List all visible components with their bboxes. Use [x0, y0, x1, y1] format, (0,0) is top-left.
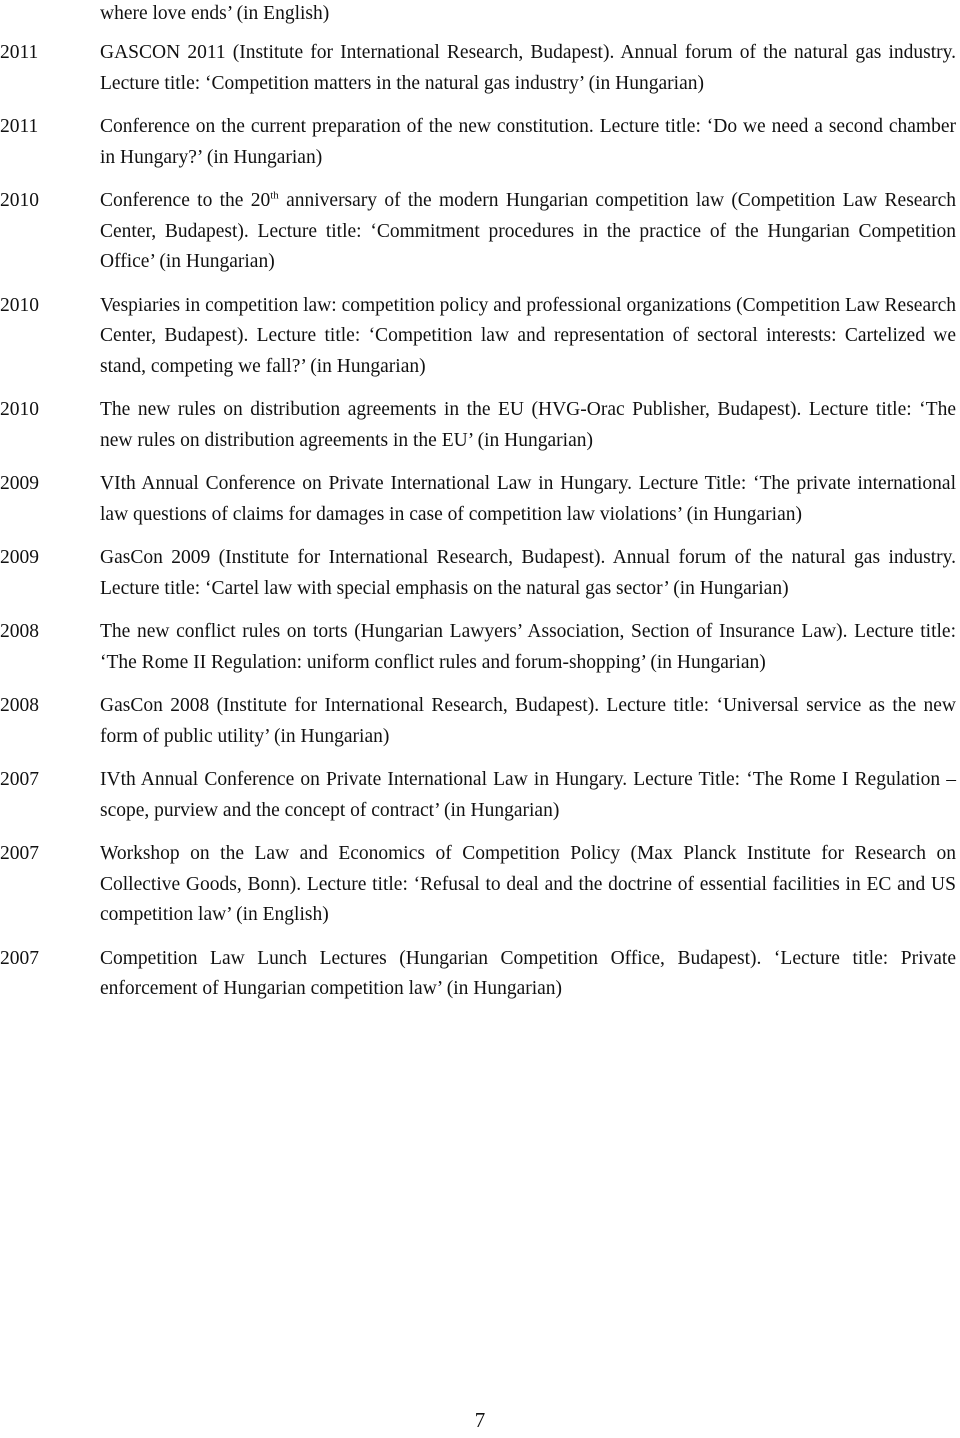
- lecture-entry: [0, 765, 960, 826]
- lecture-entry: [0, 617, 960, 678]
- entry-year: 2007: [0, 769, 39, 790]
- entry-text: Workshop on the Law and Economics of Competition Policy (Max Planck Institute for Research on Collective Goods, Bonn). Lecture title: ‘Refusal to deal and the doctrine of essential facilities in EC and US competition law’ (in English): [100, 843, 956, 925]
- entry-text: Conference on the current preparation of the new constitution. Lecture title: ‘Do we need a second chamber in Hungary?’ (in Hungarian): [100, 116, 956, 168]
- entry-text: The new rules on distribution agreements in the EU (HVG-Orac Publisher, Budapest). Lecture title: ‘The new rules on distribution agreements in the EU’ (in Hungarian): [100, 399, 956, 451]
- entry-text: IVth Annual Conference on Private International Law in Hungary. Lecture Title: ‘The Rome I Regulation – scope, purview and the concept of contract’ (in Hungarian): [100, 769, 956, 821]
- entry-year: 2010: [0, 294, 39, 316]
- entry-text: GASCON 2011 (Institute for International Research, Budapest). Annual forum of the natural gas industry. Lecture title: ‘Competition matters in the natural gas industry’ (in Hungarian): [100, 42, 956, 94]
- continuation-text: where love ends’ (in English): [100, 3, 330, 24]
- entry-text: GasCon 2009 (Institute for International Research, Budapest). Annual forum of the natural gas industry. Lecture title: ‘Cartel law with special emphasis on the natural gas sector’ (in Hungarian): [100, 547, 956, 599]
- lecture-entry: [0, 112, 960, 173]
- lecture-entry: [0, 395, 960, 456]
- entry-year: 2008: [0, 621, 39, 642]
- entry-text: GasCon 2008 (Institute for International Research, Budapest). Lecture title: ‘Universal service as the new form of public utility’ (in Hungarian): [100, 695, 956, 747]
- entry-text: The new conflict rules on torts (Hungarian Lawyers’ Association, Section of Insurance Law). Lecture title: ‘The Rome II Regulation: uniform conflict rules and forum-shopping’ (in Hungarian): [100, 621, 956, 673]
- entry-year: 2010: [0, 190, 39, 211]
- lecture-entry: [0, 186, 960, 278]
- lecture-entry: [0, 944, 960, 1005]
- lecture-entry: [0, 291, 960, 383]
- entry-year: 2007: [0, 947, 39, 969]
- entry-year: 2011: [0, 116, 39, 137]
- entry-text-part: anniversary of the modern Hungarian competition law (Competition Law Research Center, Budapest). Lecture title: ‘Commitment procedures in the practice of the Hungarian Competition Office’ (in Hungarian): [100, 190, 956, 272]
- entry-year: 2008: [0, 695, 39, 716]
- lecture-entry: [0, 543, 960, 604]
- entry-year: 2011: [0, 42, 39, 63]
- entry-year: 2009: [0, 473, 39, 494]
- lecture-entry: [0, 38, 960, 99]
- entry-year: 2007: [0, 843, 39, 864]
- lecture-list: [0, 38, 960, 1018]
- entry-text: VIth Annual Conference on Private International Law in Hungary. Lecture Title: ‘The private international law questions of claims for damages in case of competition law violations’ (in Hungarian): [100, 473, 956, 525]
- entry-year: 2009: [0, 547, 39, 568]
- entry-text-part: Conference to the 20: [100, 190, 271, 211]
- lecture-entry: [0, 469, 960, 530]
- entry-text: Vespiaries in competition law: competition policy and professional organizations (Competition Law Research Center, Budapest). Lecture title: ‘Competition law and representation of sectoral interests: Cartelized we stand, competing we fall?’ (in Hungarian): [100, 294, 956, 377]
- entry-year: 2010: [0, 399, 39, 420]
- lecture-entry: [0, 691, 960, 752]
- ordinal-superscript: th: [270, 189, 279, 202]
- lecture-entry: [0, 839, 960, 931]
- entry-text: Competition Law Lunch Lectures (Hungarian Competition Office, Budapest). ‘Lecture title: Private enforcement of Hungarian competition law’ (in Hungarian): [100, 947, 956, 999]
- page-number: 7: [474, 1408, 486, 1432]
- entry-text: [100, 186, 956, 278]
